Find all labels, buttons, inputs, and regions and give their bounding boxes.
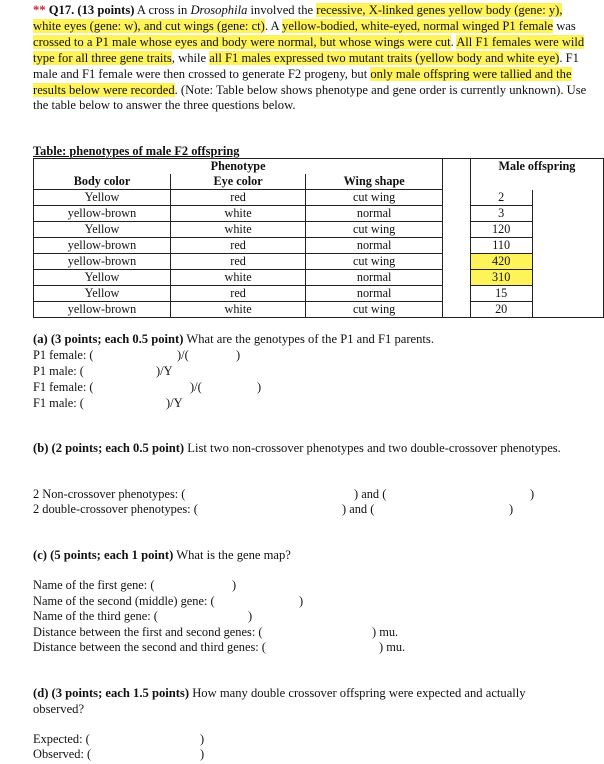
spacer-cell [532,286,604,302]
part-c-prompt [33,548,291,564]
first-gene-label: Name of the first gene: ( [33,578,155,592]
part-d-prompt [33,686,573,717]
intro-text: was [553,18,576,33]
table-caption: Table: phenotypes of male F2 offspring [33,144,240,158]
spacer-cell [532,190,604,206]
wing-shape-cell: normal [306,238,443,254]
intro-text: involved the [247,3,317,17]
highlighted-text: only male offspring were tallied and the results below were recorded [33,66,572,97]
body-color-cell: yellow-brown [34,254,171,270]
intro-text: . A [264,18,283,33]
part-a-heading: (a) (3 points; each 0.5 point) [33,332,184,346]
first-gene-end: ) [232,578,237,592]
spacer-cell [532,254,604,270]
expected-label: Expected: ( [33,732,90,746]
offspring-count-cell: 120 [470,222,532,238]
f1-male-label: F1 male: ( [33,396,84,410]
wing-shape-cell: normal [306,286,443,302]
eye-color-cell: white [170,206,305,222]
highlighted-text: crossed to a P1 male whose eyes and body were normal, but whose wings were cut [33,34,451,49]
part-d-heading: (d) (3 points; each 1.5 points) [33,686,190,700]
distance-first-second-label: Distance between the first and second genes: ( [33,625,263,639]
wing-shape-cell: cut wing [306,254,443,270]
table-row [34,238,604,254]
offspring-count-cell: 2 [470,190,532,206]
highlighted-text: yellow-bodied, white-eyed, normal winged P1 female [282,18,554,33]
non-crossover-end: ) [530,487,535,501]
wing-shape-cell: cut wing [306,302,443,318]
double-crossover-end: ) [509,502,514,516]
spacer-cell [443,190,471,206]
f1-female-sep: )/( [190,380,202,394]
table-row [34,302,604,318]
body-color-cell: Yellow [34,222,171,238]
distance-second-third-label: Distance between the second and third genes: ( [33,640,266,654]
distance-first-second-end: ) mu. [372,625,399,639]
eye-color-cell: white [170,270,305,286]
eye-color-cell: red [170,286,305,302]
wing-shape-cell: normal [306,206,443,222]
offspring-count-cell: 3 [470,206,532,222]
eye-color-cell: white [170,222,305,238]
offspring-count-cell: 420 [470,254,532,270]
observed-label: Observed: ( [33,747,92,761]
question-intro [33,3,593,114]
spacer-cell [532,270,604,286]
third-gene-end: ) [248,609,253,623]
observed-end: ) [200,747,205,761]
part-b-heading: (b) (2 points; each 0.5 point) [33,441,185,455]
body-color-cell: Yellow [34,190,171,206]
part-b-prompt [33,441,573,457]
col-header-eye: Eye color [170,174,305,190]
intro-text: . F1 male and F1 female were then crossed to generate F2 progeny, but [33,50,579,81]
p1-male-sep: )/Y [156,364,173,378]
spacer-cell [443,270,471,286]
highlighted-text: recessive, X-linked genes yellow body (gene: y), white eyes (gene: w), and cut wings (gene: ct) [33,3,563,33]
body-color-cell: yellow-brown [34,302,171,318]
double-crossover-label: 2 double-crossover phenotypes: ( [33,502,198,516]
offspring-count-cell: 15 [470,286,532,302]
body-color-cell: yellow-brown [34,238,171,254]
table-row [34,254,604,270]
second-gene-end: ) [299,594,304,608]
body-color-cell: yellow-brown [34,206,171,222]
spacer-cell [443,302,471,318]
second-gene-label: Name of the second (middle) gene: ( [33,594,215,608]
third-gene-label: Name of the third gene: ( [33,609,158,623]
highlighted-text: All F1 females were wild type for all three gene traits [33,34,585,65]
phenotype-table [33,158,604,318]
distance-second-third-end: ) mu. [379,640,406,654]
male-offspring-header: Male offspring [470,159,603,175]
intro-text: A cross in [134,3,191,17]
f1-female-end: ) [257,380,262,394]
spacer-cell [443,286,471,302]
p1-female-line [33,348,94,363]
phenotype-group-header: Phenotype [170,159,305,175]
p1-female-label: P1 female: ( [33,348,94,362]
part-b-text: List two non-crossover phenotypes and two double-crossover phenotypes. [184,441,561,455]
expected-end: ) [200,732,205,746]
col-header-wing: Wing shape [306,174,443,190]
intro-text: Drosophila [190,3,248,17]
spacer-cell [443,222,471,238]
table-row [34,270,604,286]
body-color-cell: Yellow [34,286,171,302]
highlighted-text: all F1 males expressed two mutant traits (yellow body and white eye) [209,50,560,65]
wing-shape-cell: normal [306,270,443,286]
intro-text: . (Note: Table below shows phenotype and gene order is currently unknown). Use the table below to answer the three questions below. [33,82,587,113]
spacer-cell [443,238,471,254]
question-number: Q17. (13 points) [48,3,135,17]
intro-text: . [450,34,457,49]
spacer-cell [532,238,604,254]
table-row [34,206,604,222]
offspring-count-cell: 310 [470,270,532,286]
part-a-text: What are the genotypes of the P1 and F1 parents. [183,332,434,346]
part-c-heading: (c) (5 points; each 1 point) [33,548,174,562]
body-color-cell: Yellow [34,270,171,286]
offspring-count-cell: 20 [470,302,532,318]
spacer-cell [443,206,471,222]
wing-shape-cell: cut wing [306,222,443,238]
part-d-text: How many double crossover offspring were expected and actually observed? [33,686,526,716]
p1-female-end: ) [236,348,241,362]
table-row [34,286,604,302]
part-c-text: What is the gene map? [173,548,291,562]
intro-text: , while [171,50,210,65]
eye-color-cell: red [170,190,305,206]
p1-female-sep: )/( [177,348,189,362]
table-row [34,222,604,238]
priority-stars: ** [33,3,46,17]
spacer-cell [532,302,604,318]
p1-male-label: P1 male: ( [33,364,84,378]
wing-shape-cell: cut wing [306,190,443,206]
offspring-count-cell: 110 [470,238,532,254]
table-row [34,190,604,206]
non-crossover-label: 2 Non-crossover phenotypes: ( [33,487,186,501]
f1-male-sep: )/Y [166,396,183,410]
spacer-cell [443,254,471,270]
part-a [33,332,434,348]
spacer-cell [532,206,604,222]
spacer-cell [532,222,604,238]
non-crossover-and: ) and ( [354,487,387,501]
eye-color-cell: white [170,302,305,318]
col-header-body: Body color [34,174,171,190]
eye-color-cell: red [170,254,305,270]
f1-female-label: F1 female: ( [33,380,94,394]
eye-color-cell: red [170,238,305,254]
double-crossover-and: ) and ( [342,502,375,516]
